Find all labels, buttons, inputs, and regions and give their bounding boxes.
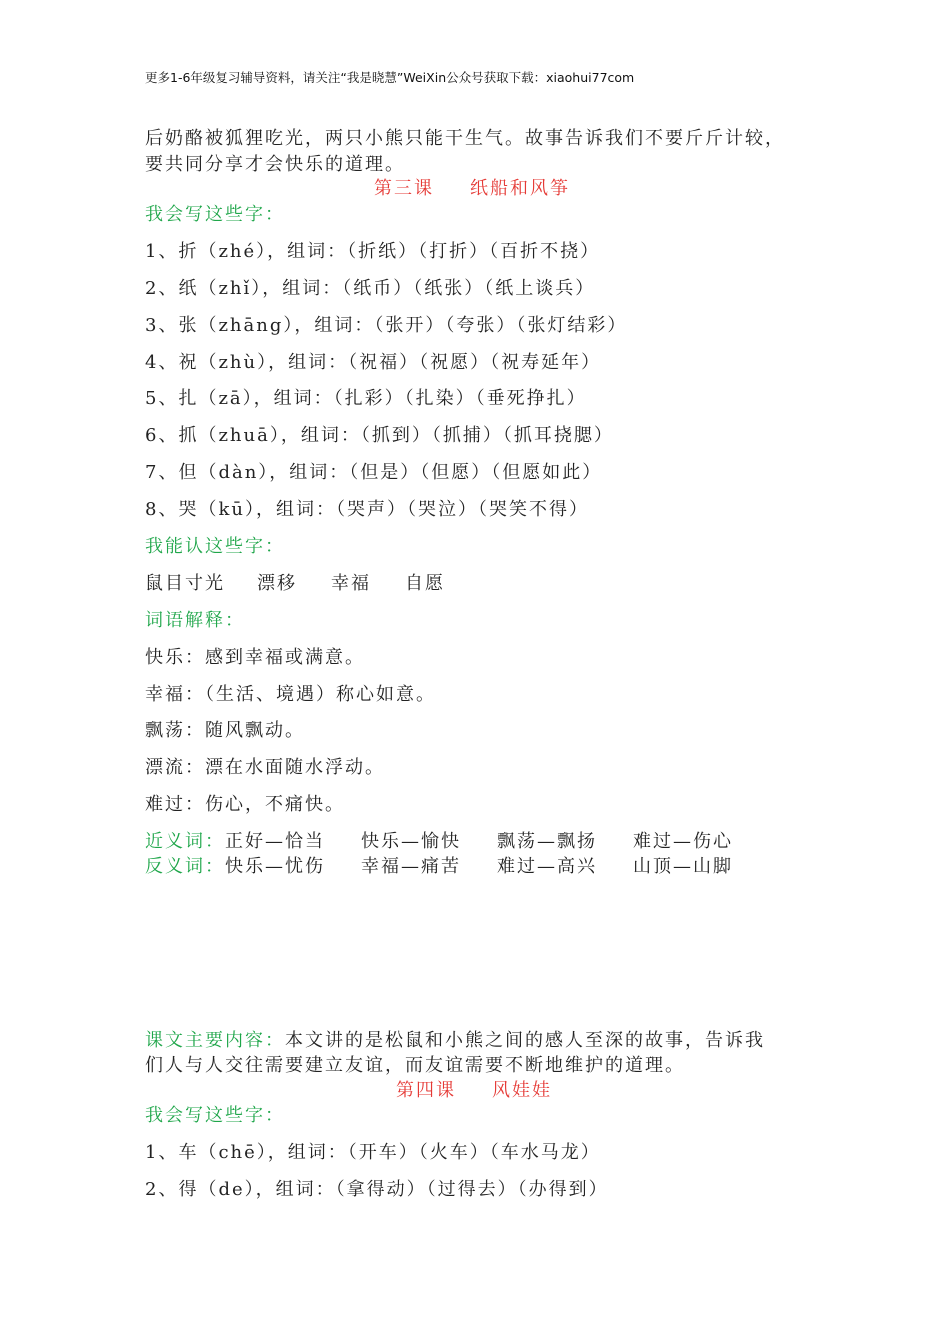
write-item: 6、抓（zhuā），组词：（抓到）（抓捕）（抓耳挠腮） xyxy=(145,425,614,446)
synonym-pair: 正好—恰当 xyxy=(225,831,325,852)
write-item: 2、纸（zhǐ），组词：（纸币）（纸张）（纸上谈兵） xyxy=(145,278,596,299)
lesson-4-number: 第四课 xyxy=(396,1080,456,1101)
recognize-word: 幸福 xyxy=(331,573,371,594)
synonym-pair: 难过—伤心 xyxy=(633,831,733,852)
antonym-pair: 难过—高兴 xyxy=(497,856,597,877)
write-item: 7、但（dàn），组词：（但是）（但愿）（但愿如此） xyxy=(145,462,603,483)
summary-line-2: 们人与人交往需要建立友谊，而友谊需要不断地维护的道理。 xyxy=(145,1055,685,1076)
explanation-item: 幸福：（生活、境遇）称心如意。 xyxy=(145,684,436,705)
lesson-3-title: 纸船和风筝 xyxy=(470,178,570,199)
lesson-3-write-heading: 我会写这些字： xyxy=(145,204,285,225)
lesson-4-title: 风娃娃 xyxy=(492,1080,552,1101)
intro-line-2: 要共同分享才会快乐的道理。 xyxy=(145,154,405,175)
antonym-row xyxy=(145,852,733,878)
explanation-item: 漂流：漂在水面随水浮动。 xyxy=(145,757,385,778)
summary-label: 课文主要内容： xyxy=(145,1030,285,1051)
header-note: 更多1-6年级复习辅导资料，请关注“我是晓慧”WeiXin公众号获取下载：xiaohui77com xyxy=(145,70,635,85)
summary-line-1 xyxy=(145,1026,765,1052)
write-item: 2、得（de），组词：（拿得动）（过得去）（办得到） xyxy=(145,1179,609,1200)
write-item: 1、折（zhé），组词：（折纸）（打折）（百折不挠） xyxy=(145,241,601,262)
recognize-word: 鼠目寸光 xyxy=(145,573,225,594)
antonym-pair: 山顶—山脚 xyxy=(633,856,733,877)
write-item: 8、哭（kū），组词：（哭声）（哭泣）（哭笑不得） xyxy=(145,499,589,520)
write-item: 3、张（zhāng），组词：（张开）（夸张）（张灯结彩） xyxy=(145,315,628,336)
antonym-pair: 快乐—忧伤 xyxy=(225,856,325,877)
intro-line-1: 后奶酪被狐狸吃光，两只小熊只能干生气。故事告诉我们不要斤斤计较， xyxy=(145,128,785,149)
synonym-row xyxy=(145,827,733,853)
explanation-item: 飘荡：随风飘动。 xyxy=(145,720,305,741)
lesson-3-explain-heading: 词语解释： xyxy=(145,610,245,631)
explanation-item: 难过：伤心，不痛快。 xyxy=(145,794,345,815)
recognize-word: 自愿 xyxy=(405,573,445,594)
lesson-3-recognize-heading: 我能认这些字： xyxy=(145,536,285,557)
antonym-label: 反义词： xyxy=(145,856,225,877)
summary-text: 本文讲的是松鼠和小熊之间的感人至深的故事，告诉我 xyxy=(285,1030,765,1051)
recognize-word: 漂移 xyxy=(257,573,297,594)
write-item: 1、车（chē），组词：（开车）（火车）（车水马龙） xyxy=(145,1142,601,1163)
synonym-label: 近义词： xyxy=(145,831,225,852)
synonym-pair: 快乐—愉快 xyxy=(361,831,461,852)
antonym-pair: 幸福—痛苦 xyxy=(361,856,461,877)
synonym-pair: 飘荡—飘扬 xyxy=(497,831,597,852)
write-item: 5、扎（zā），组词：（扎彩）（扎染）（垂死挣扎） xyxy=(145,388,587,409)
write-item: 4、祝（zhù），组词：（祝福）（祝愿）（祝寿延年） xyxy=(145,352,602,373)
lesson-4-write-heading: 我会写这些字： xyxy=(145,1105,285,1126)
lesson-3-heading xyxy=(374,174,570,200)
recognize-words xyxy=(145,569,445,595)
explanation-item: 快乐：感到幸福或满意。 xyxy=(145,647,365,668)
lesson-3-number: 第三课 xyxy=(374,178,434,199)
lesson-4-heading xyxy=(396,1076,552,1102)
